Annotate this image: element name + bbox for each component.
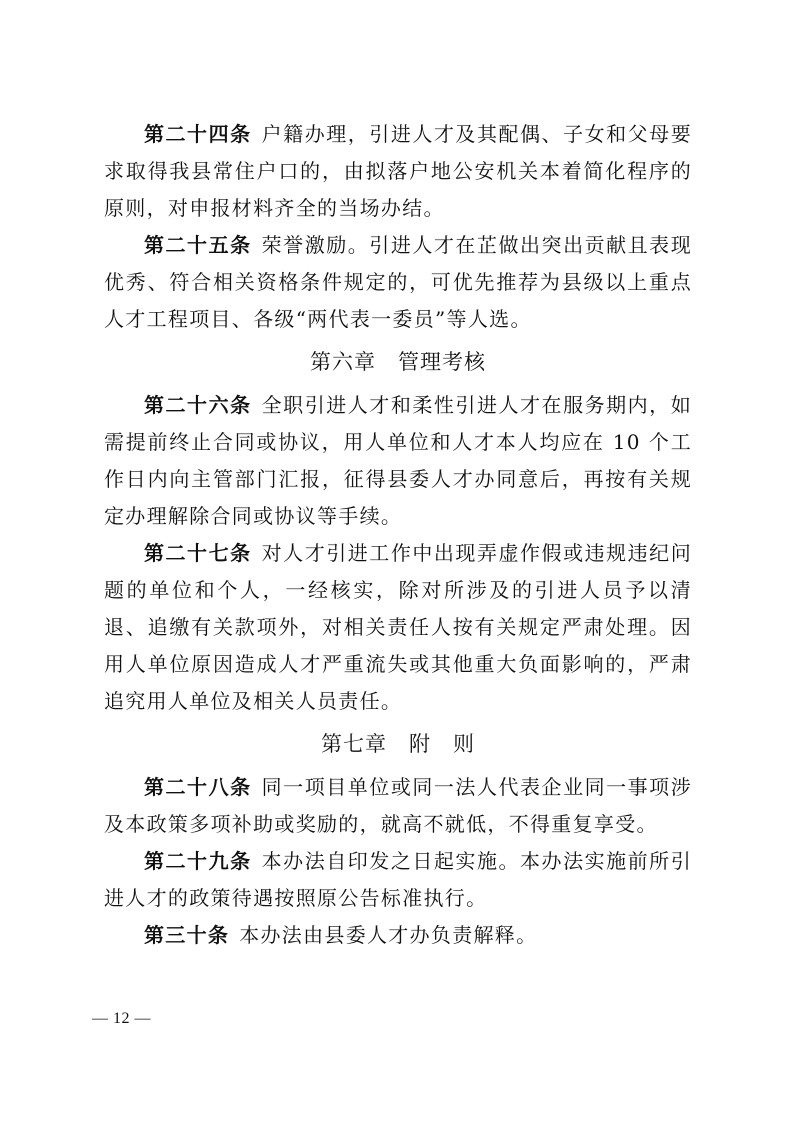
chapter-7-title: 第七章 附 则 [321,732,475,756]
article-heading: 第二十四条 [144,122,252,146]
article-25 [104,227,692,338]
article-heading: 第二十九条 [144,849,252,873]
page-number: — 12 — [92,1010,151,1027]
article-24 [104,116,692,227]
article-text: 全职引进人才和柔性引进人才在服务期内，如需提前终止合同或协议，用人单位和人才本人均应在 10 个工作日内向主管部门汇报，征得县委人才办同意后，再按有关规定办理解除合同或协议等手续。 [104,393,693,528]
article-text: 本办法由县委人才办负责解释。 [239,923,538,947]
chapter-6-title: 第六章 管理考核 [310,350,486,374]
article-heading: 第二十七条 [144,541,252,565]
article-text: 户籍办理，引进人才及其配偶、子女和父母要求取得我县常住户口的，由拟落户地公安机关本着简化程序的原则，对申报材料齐全的当场办结。 [104,122,693,220]
article-28 [104,769,692,843]
article-text: 荣誉激励。引进人才在芷做出突出贡献且表现优秀、符合相关资格条件规定的，可优先推荐为县级以上重点人才工程项目、各级“两代表一委员”等人选。 [104,233,693,331]
article-30 [104,917,692,954]
article-heading: 第三十条 [144,923,230,947]
article-29 [104,843,692,917]
article-text: 本办法自印发之日起实施。本办法实施前所引进人才的政策待遇按照原公告标准执行。 [104,849,693,910]
article-text: 同一项目单位或同一法人代表企业同一事项涉及本政策多项补助或奖励的，就高不就低，不得重复享受。 [104,775,693,836]
article-text: 对人才引进工作中出现弄虚作假或违规违纪问题的单位和个人，一经核实，除对所涉及的引进人员予以清退、追缴有关款项外，对相关责任人按有关规定严肃处理。因用人单位原因造成人才严重流失或其他重大负面影响的，严肃追究用人单位及相关人员责任。 [104,541,693,713]
article-heading: 第二十五条 [144,233,252,257]
article-27 [104,535,692,720]
article-heading: 第二十八条 [144,775,252,799]
article-heading: 第二十六条 [144,393,252,417]
document-body [104,116,692,954]
article-26 [104,387,692,535]
